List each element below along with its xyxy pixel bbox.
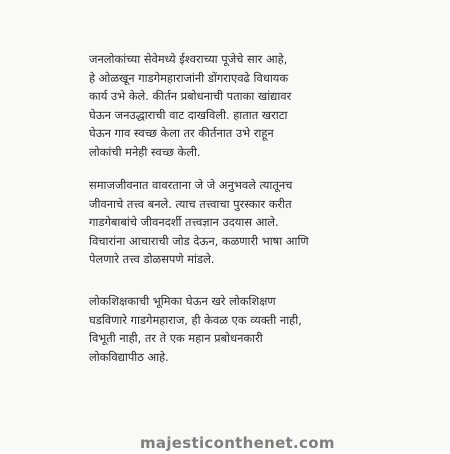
text-line: गाडगेबाबांचे जीवनदर्शी तत्त्वज्ञान उदयास आले. [89,215,279,230]
text-line: घेऊन जनउद्धाराची वाट दाखविली. हातात खराटा [89,107,288,122]
text-line: समाजजीवनात वावरताना जे जे अनुभवले त्यातूनच [89,178,293,192]
text-line: हे ओळखून गाडगेमहाराजांनी डोंगराएवढे विधायक [89,70,289,85]
text-line: लोकविद्यापीठ आहे. [89,349,169,364]
paragraph-2 [89,176,389,269]
text-line: लोकांची मनेही स्वच्छ केली. [89,144,201,159]
text-line: जीवनाचे तत्त्व बनले. त्याच तत्त्वाचा पुरस्कार करीत [89,196,292,211]
paragraph-3 [89,292,389,366]
text-line: लोकशिक्षकाची भूमिका घेऊन खरे लोकशिक्षण [89,294,276,308]
text-line: विचारांना आचाराची जोड देऊन, कळणारी भाषा आणि [89,233,309,248]
paragraph-1 [89,50,389,162]
text-line: घेऊन गाव स्वच्छ केला तर कीर्तनात उभे राहून [89,126,274,141]
text-line: पेलणारे तत्त्व डोळसपणे मांडले. [89,252,215,267]
text-line: घडविणारे गाडगेमहाराज, ही केवळ एक व्यक्ती नाही, [89,312,302,327]
watermark-text: majesticonthenet.com [140,434,335,452]
text-line: कार्य उभे केले. कीर्तन प्रबोधनाची पताका खांद्यावर [89,89,292,104]
text-line: विभूती नाही, तर ते एक महान प्रबोधनकारी [89,331,263,346]
text-line: जनलोकांच्या सेवेमध्ये ईश्वराच्या पूजेचे सार आहे, [89,52,288,66]
